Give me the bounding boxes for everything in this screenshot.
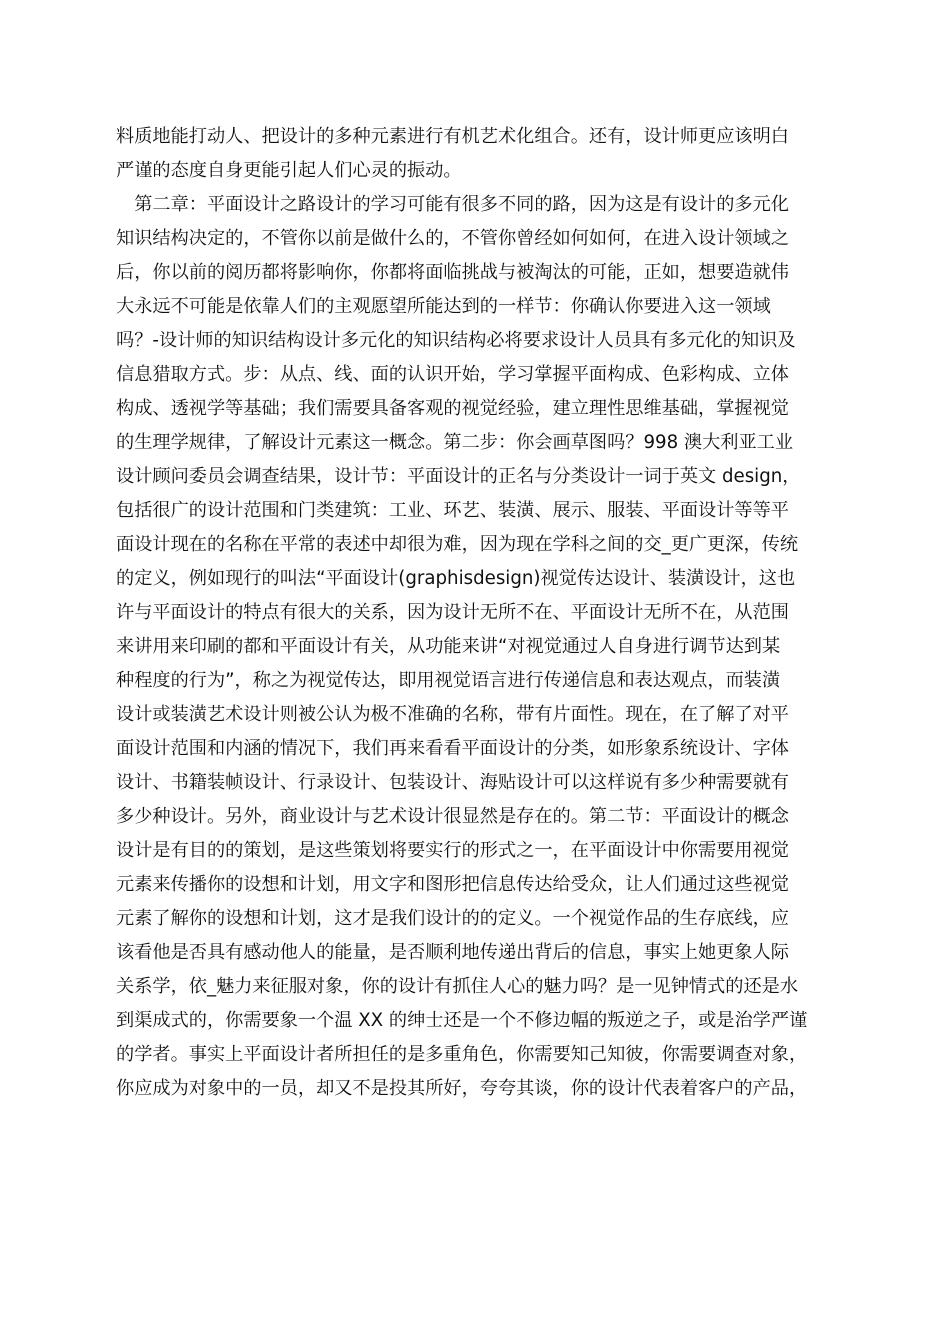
text-line: 面设计现在的名称在平常的表述中却很为难，因为现在学科之间的交_更广更深，传统 (116, 534, 799, 555)
text-line: 来讲用来印刷的都和平面设计有关，从功能来讲“对视觉通过人自身进行调节达到某 (116, 636, 781, 657)
text-line: 许与平面设计的特点有很大的关系，因为设计无所不在、平面设计无所不在，从范围 (116, 602, 789, 623)
text-line: 关系学，依_魅力来征服对象，你的设计有抓住人心的魅力吗？是一见钟情式的还是水 (116, 976, 799, 997)
text-line: 严谨的态度自身更能引起人们心灵的振动。 (116, 160, 462, 181)
text-line: 的定义，例如现行的叫法“平面设计(graphisdesign)视觉传达设计、装潢设计，这也 (116, 568, 796, 589)
text-line: 元素来传播你的设想和计划，用文字和图形把信息传达给受众，让人们通过这些视觉 (116, 874, 789, 895)
text-line: 大永远不可能是依靠人们的主观愿望所能达到的一样节：你确认你要进入这一领域 (116, 296, 771, 317)
text-line: 第二章：平面设计之路设计的学习可能有很多不同的路，因为这是有设计的多元化 (116, 194, 789, 215)
body-text (116, 120, 840, 1106)
text-line: 料质地能打动人、把设计的多种元素进行有机艺术化组合。还有，设计师更应该明白 (116, 126, 789, 147)
text-line: 包括很广的设计范围和门类建筑：工业、环艺、装潢、展示、服装、平面设计等等平 (116, 500, 789, 521)
text-line: 设计是有目的的策划，是这些策划将要实行的形式之一，在平面设计中你需要用视觉 (116, 840, 789, 861)
text-line: 到渠成式的，你需要象一个温 XX 的绅士还是一个不修边幅的叛逆之子，或是治学严谨 (116, 1010, 808, 1031)
text-line: 你应成为对象中的一员，却又不是投其所好，夸夸其谈，你的设计代表着客户的产品， (116, 1078, 808, 1099)
text-line: 该看他是否具有感动他人的能量，是否顺利地传递出背后的信息，事实上她更象人际 (116, 942, 789, 963)
text-line: 设计、书籍装帧设计、行录设计、包装设计、海贴设计可以这样说有多少种需要就有 (116, 772, 789, 793)
text-line: 的学者。事实上平面设计者所担任的是多重角色，你需要知己知彼，你需要调查对象， (116, 1044, 808, 1065)
text-line: 设计顾问委员会调查结果，设计节：平面设计的正名与分类设计一词于英文 design， (116, 466, 801, 487)
text-line: 多少种设计。另外，商业设计与艺术设计很显然是存在的。第二节：平面设计的概念 (116, 806, 789, 827)
text-line: 元素了解你的设想和计划，这才是我们设计的的定义。一个视觉作品的生存底线，应 (116, 908, 789, 929)
text-line: 知识结构决定的，不管你以前是做什么的，不管你曾经如何如何，在进入设计领域之 (116, 228, 789, 249)
text-line: 信息猎取方式。步：从点、线、面的认识开始，学习掌握平面构成、色彩构成、立体 (116, 364, 789, 385)
text-line: 面设计范围和内涵的情况下，我们再来看看平面设计的分类，如形象系统设计、字体 (116, 738, 789, 759)
text-line: 构成、透视学等基础；我们需要具备客观的视觉经验，建立理性思维基础，掌握视觉 (116, 398, 789, 419)
text-line: 吗？-设计师的知识结构设计多元化的知识结构必将要求设计人员具有多元化的知识及 (116, 330, 796, 351)
text-line: 种程度的行为”，称之为视觉传达，即用视觉语言进行传递信息和表达观点，而装潢 (116, 670, 781, 691)
text-line: 设计或装潢艺术设计则被公认为极不准确的名称，带有片面性。现在，在了解了对平 (116, 704, 789, 725)
text-line: 后，你以前的阅历都将影响你，你都将面临挑战与被淘汰的可能，正如，想要造就伟 (116, 262, 789, 283)
text-line: 的生理学规律，了解设计元素这一概念。第二步：你会画草图吗？998 澳大利亚工业 (116, 432, 794, 453)
